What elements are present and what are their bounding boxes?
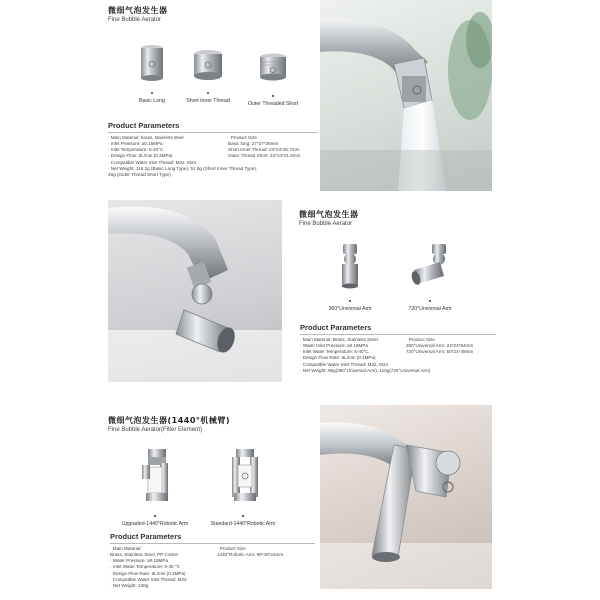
param-line: · Main Material:: [110, 545, 142, 551]
params-right-column: [217, 546, 315, 589]
aerator-360-arm-icon: [322, 242, 378, 292]
param-line: · Inlet Temperature: 5-40°C: [108, 147, 164, 153]
aerator-standard-1440-icon: [206, 447, 280, 507]
section-title-en: Fine Bubble Aerator(Filter Element): [108, 427, 203, 433]
aerator-upgraded-1440-icon: [120, 447, 190, 507]
product-basic-long: [128, 42, 176, 104]
param-line: · Water Inlet Pressure: ≥0.15MPa: [300, 343, 368, 348]
param-line: Outer Thread Short: 24*24*21.5mm: [228, 153, 301, 159]
product-standard-1440-robotic-arm: [206, 447, 280, 527]
product-short-inner-thread: [183, 48, 233, 104]
params-heading: Product Parameters: [300, 323, 372, 332]
product-label: 360°Universal Arm: [328, 306, 372, 312]
param-line: Basic long: 27*27*36mm: [228, 141, 279, 146]
faucet-robotic-arm-photo-icon: [320, 405, 492, 589]
params-right-column: [228, 135, 318, 178]
product-label: Outer Threaded Short: [248, 101, 299, 107]
faucet-photo: [108, 200, 282, 382]
aerator-basic-long-icon: [128, 42, 176, 84]
section-title-en: Fine Bubble Aerator: [299, 221, 353, 227]
product-label: Short Inner Thread: [186, 98, 230, 104]
param-line: · Product Size: [217, 545, 246, 551]
faucet-photo: [320, 0, 492, 191]
param-line: · Inlet Water Temperature: 5-40 °C: [110, 564, 181, 570]
params-heading: Product Parameters: [108, 121, 180, 130]
product-label: Basic Long: [139, 98, 165, 104]
section-fine-bubble-aerator-universal: [0, 196, 600, 400]
param-line: · Design Flow: 6L/min (0.3MPa): [108, 153, 173, 159]
aerator-short-inner-icon: [183, 48, 233, 84]
param-line: · Net Weight: 98g(360°Universal Arm), 110g(720°Universal Arm): [300, 367, 431, 373]
param-line: · Design Flow Rate: 6L/min (0.3MPa): [110, 570, 186, 576]
param-line: · Design Flow Rate: 6L/min (0.3MPa): [300, 355, 376, 361]
param-line: · Water Pressure: ≥0.15MPa: [110, 558, 169, 564]
product-outer-threaded-short: [248, 52, 298, 107]
section-title-cn: 微细气泡发生器(1440°机械臂): [108, 416, 231, 425]
params-heading: Product Parameters: [110, 532, 182, 541]
param-line: · Inlet Pressure: ≥0.15MPa: [108, 141, 163, 146]
section-title-cn: 微细气泡发生器: [108, 6, 168, 15]
param-line: Short Inner Thread: 24*24*25.7mm: [228, 147, 300, 153]
param-line: 720°Universal Arm: 50*24*49mm: [406, 349, 474, 355]
param-line: Brass, Stainless Steel, PP Cotton: [110, 552, 179, 557]
product-label: 720°Universal Arm: [408, 306, 452, 312]
param-line: · Main Material: brass, stainless steel: [108, 134, 184, 140]
param-line: · Net Weight: 130g: [110, 583, 149, 589]
product-720-universal-arm: [402, 242, 458, 312]
product-parameters: [110, 532, 315, 589]
section-fine-bubble-aerator-basic: [0, 0, 600, 196]
param-line: 49g (Outer Thread Short Type): [108, 172, 171, 178]
param-line: · Product Size: [406, 336, 435, 342]
param-line: 360°Universal Arm: 24*24*64mm: [406, 343, 474, 348]
param-line: · Product Size: [228, 134, 257, 140]
faucet-photo: [320, 405, 492, 589]
aerator-720-arm-icon: [402, 242, 458, 292]
param-line: · Inlet Water Temperature: 5-40°C: [300, 349, 369, 355]
product-parameters: [108, 121, 318, 178]
product-label: Upgraded-1440°Robotic Arm: [121, 521, 189, 527]
section-fine-bubble-aerator-1440: [0, 403, 600, 600]
param-line: 1440°Robotic Arm: 99*49*24mm: [217, 552, 284, 557]
params-right-column: [406, 337, 496, 374]
product-label: Standard-1440°Robotic Arm: [210, 521, 276, 527]
param-line: · Main Material: Brass, Stainless Steel: [300, 336, 378, 342]
product-parameters: [300, 323, 496, 374]
param-line: · Compatible Water Inlet Thread: M22: [110, 576, 187, 582]
faucet-aerator-photo-icon: [320, 0, 492, 191]
section-title-cn: 微细气泡发生器: [299, 210, 359, 219]
param-line: · Net Weight: 115.3g (Basic Long Type), 51.8g (Short Inner Thread Type),: [108, 165, 258, 171]
faucet-universal-arm-photo-icon: [108, 200, 282, 382]
product-360-universal-arm: [322, 242, 378, 312]
aerator-outer-threaded-icon: [248, 52, 298, 84]
section-title-en: Fine Bubble Aerator: [108, 17, 162, 23]
params-left-column: [110, 546, 217, 589]
param-line: · Compatible Water Inlet Thread: M22, M24: [108, 159, 197, 165]
product-upgraded-1440-robotic-arm: [120, 447, 190, 527]
param-line: · Compatible Water Inlet Thread: M22, M24: [300, 361, 389, 367]
